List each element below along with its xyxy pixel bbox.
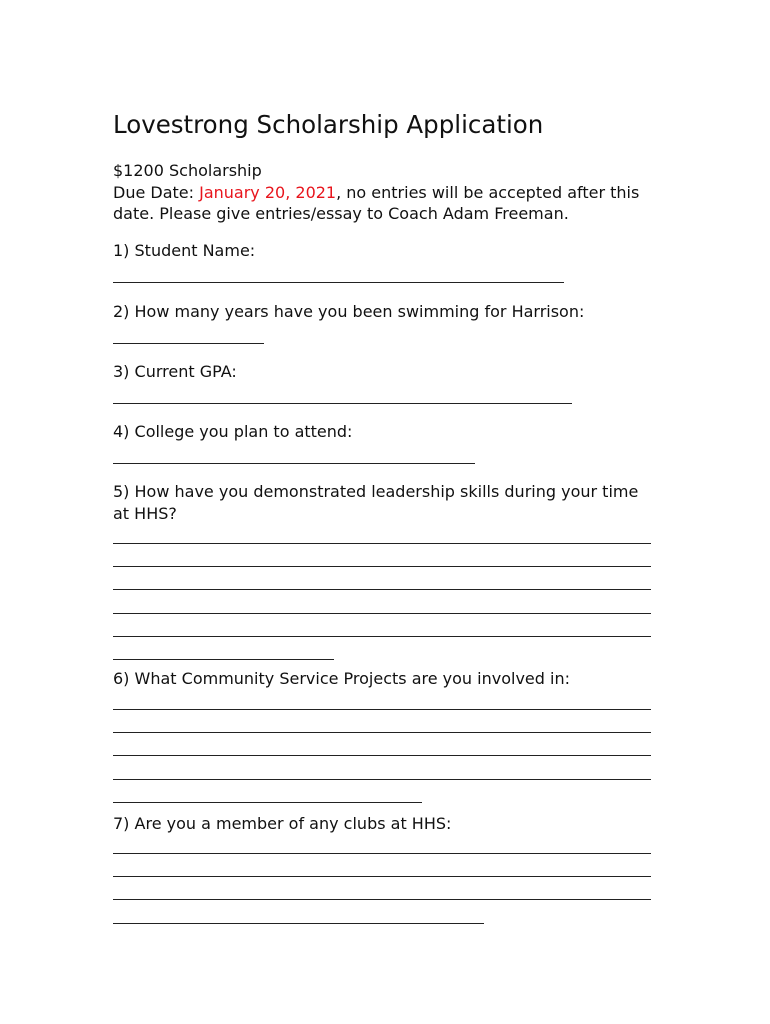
question-text: What Community Service Projects are you involved in: bbox=[134, 669, 570, 688]
answer-lines-1[interactable] bbox=[113, 282, 564, 284]
question-text: How many years have you been swimming for Harrison: bbox=[134, 302, 585, 321]
answer-line[interactable] bbox=[113, 899, 651, 901]
question-number: 2) bbox=[113, 302, 130, 321]
answer-lines-3[interactable] bbox=[113, 403, 572, 405]
answer-line[interactable] bbox=[113, 566, 651, 568]
answer-line[interactable] bbox=[113, 779, 651, 781]
answer-line[interactable] bbox=[113, 755, 651, 757]
question-7 bbox=[113, 813, 658, 835]
answer-line[interactable] bbox=[113, 403, 572, 405]
question-number: 6) bbox=[113, 669, 130, 688]
answer-line[interactable] bbox=[113, 732, 651, 734]
question-text: Are you a member of any clubs at HHS: bbox=[134, 814, 452, 833]
answer-line[interactable] bbox=[113, 613, 651, 615]
answer-lines-7[interactable] bbox=[113, 853, 651, 925]
due-date-prefix: Due Date: bbox=[113, 182, 200, 202]
answer-line[interactable] bbox=[113, 709, 651, 711]
answer-line[interactable] bbox=[113, 343, 264, 345]
scholarship-amount: $1200 Scholarship bbox=[113, 161, 262, 180]
question-text: How have you demonstrated leadership skills during your time at HHS? bbox=[113, 482, 639, 523]
answer-line[interactable] bbox=[113, 876, 651, 878]
answer-line[interactable] bbox=[113, 802, 422, 804]
due-date-value: January 20, 2021 bbox=[199, 182, 337, 202]
answer-line[interactable] bbox=[113, 659, 334, 661]
answer-lines-5[interactable] bbox=[113, 543, 651, 661]
answer-lines-4[interactable] bbox=[113, 463, 475, 465]
question-number: 4) bbox=[113, 422, 130, 441]
question-4 bbox=[113, 421, 658, 443]
question-number: 3) bbox=[113, 362, 130, 381]
answer-line[interactable] bbox=[113, 923, 484, 925]
answer-line[interactable] bbox=[113, 463, 475, 465]
question-1 bbox=[113, 240, 658, 262]
question-number: 5) bbox=[113, 482, 130, 501]
question-number: 7) bbox=[113, 814, 130, 833]
question-2 bbox=[113, 301, 658, 323]
answer-lines-2[interactable] bbox=[113, 343, 264, 345]
answer-line[interactable] bbox=[113, 636, 651, 638]
question-5 bbox=[113, 481, 658, 524]
due-date-suffix: , no entries will be accepted after this date. Please give entries/essay to Coach Adam Freeman. bbox=[113, 182, 640, 223]
question-text: Student Name: bbox=[134, 241, 256, 260]
question-text: College you plan to attend: bbox=[134, 422, 353, 441]
answer-lines-6[interactable] bbox=[113, 709, 651, 804]
due-date-line bbox=[113, 182, 658, 225]
answer-line[interactable] bbox=[113, 543, 651, 545]
answer-line[interactable] bbox=[113, 853, 651, 855]
document-title: Lovestrong Scholarship Application bbox=[113, 110, 544, 139]
question-text: Current GPA: bbox=[134, 362, 237, 381]
answer-line[interactable] bbox=[113, 589, 651, 591]
question-3 bbox=[113, 361, 658, 383]
answer-line[interactable] bbox=[113, 282, 564, 284]
intro-block bbox=[113, 160, 658, 225]
question-number: 1) bbox=[113, 241, 130, 260]
question-6 bbox=[113, 668, 658, 690]
